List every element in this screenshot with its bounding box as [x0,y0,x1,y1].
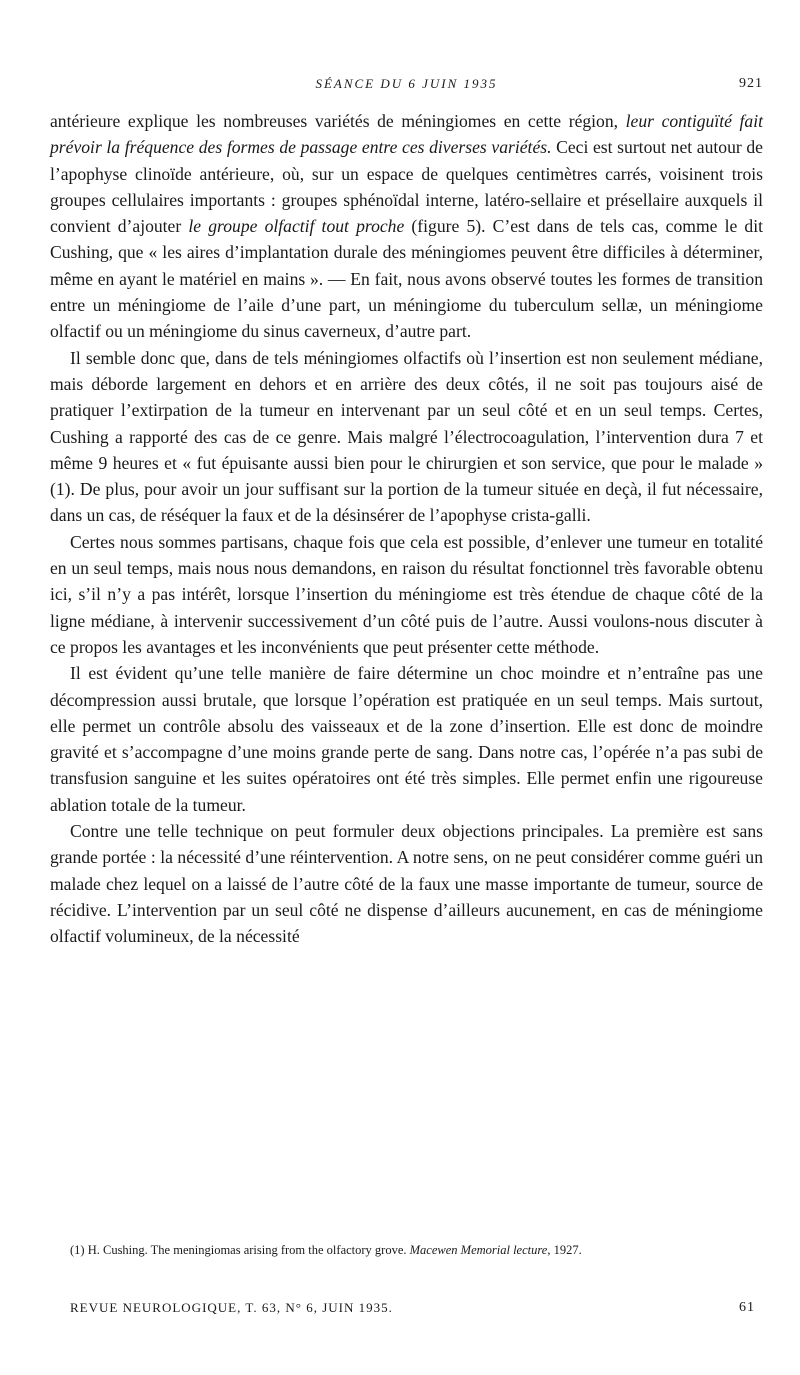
italic-text: le groupe olfactif tout proche [188,216,405,237]
running-header [50,76,763,96]
text-run: Certes nous sommes partisans, chaque fois que cela est possible, d’enlever une tumeur en totalité en un seul temps, mais nous nous demandons, en raison du résultat fonctionnel très favorable obtenu ici, s’il n’y a pas intérêt, lorsque l’insertion du méningiome est très étendue de chaque côté de la ligne médiane, à intervenir successivement d’un côté puis de l’autre. Aussi voulons-nous discuter à ce propos les avantages et les inconvénients que peut présenter cette méthode. [50,531,763,657]
text-run: Contre une telle technique on peut formuler deux objections principales. La première est sans grande portée : la nécessité d’une réintervention. A notre sens, on ne peut considérer comme guéri un malade chez lequel on a laissé de l’autre côté de la faux une masse importante de tumeur, source de récidive. L’intervention par un seul côté ne dispense d’ailleurs aucunement, en cas de méningiome olfactif volumineux, de la nécessité [50,821,763,947]
page-footer [50,1300,763,1320]
paragraph [50,529,763,660]
text-run: (1) H. Cushing. The meningiomas arising from the olfactory grove. [70,1243,410,1257]
italic-text: Macewen Memorial lecture [409,1243,548,1257]
journal-reference: REVUE NEUROLOGIQUE, T. 63, N° 6, JUIN 1935. [70,1300,393,1315]
text-run: (figure 5). C’est dans de tels cas, comme le dit Cushing, que « les aires d’implantation durale des méningiomes peuvent être difficiles à déterminer, même en ayant le matériel en mains ». — En fait, nous avons observé toutes les formes de transition entre un méningiome de l’aile d’une part, un méningiome du tuberculum sellæ, un méningiome olfactif ou un méningiome du sinus caverneux, d’autre part. [50,216,764,342]
footnote [50,1241,763,1259]
paragraph [50,345,763,529]
signature-mark: 61 [739,1300,755,1315]
text-run: Ceci est surtout net autour de l’apophyse clinoïde antérieure, où, sur un espace de quelques centimètres carrés, voisinent trois groupes cellulaires importants : groupes sphénoïdal interne, latéro-sellaire et présellaire auxquels il convient d’ajouter [50,137,763,237]
page-number: 921 [739,76,763,91]
text-run: Il est évident qu’une telle manière de faire détermine un choc moindre et n’entraîne pas une décompression aussi brutale, que lorsque l’opération est pratiquée en un seul temps. Mais surtout, elle permet un contrôle absolu des vaisseaux et de la zone d’insertion. Elle est donc de moindre gravité et s’accompagne d’une moins grande perte de sang. Dans notre cas, l’opérée n’a pas subi de transfusion sanguine et les suites opératoires ont été très simples. Elle permet enfin une rigoureuse ablation totale de la tumeur. [50,663,763,815]
paragraph [50,108,763,345]
paragraph [50,660,763,818]
text-run: , 1927. [547,1243,582,1257]
paragraph [50,818,763,949]
body-text [50,108,763,950]
italic-text: leur contiguïté fait prévoir la fréquence des formes de passage entre ces diverses variétés. [50,111,763,158]
text-run: Il semble donc que, dans de tels méningiomes olfactifs où l’insertion est non seulement médiane, mais déborde largement en dehors et en arrière des deux côtés, il ne soit pas toujours aisé de pratiquer l’extirpation de la tumeur en intervenant par un seul côté et en un seul temps. Certes, Cushing a rapporté des cas de ce genre. Mais malgré l’électrocoagulation, l’intervention dura 7 et même 9 heures et « fut épuisante aussi bien pour le chirurgien et son service, que pour le malade » (1). De plus, pour avoir un jour suffisant sur la portion de la tumeur située en deçà, il fut nécessaire, dans un cas, de réséquer la faux et de la désinsérer de l’apophyse crista-galli. [50,347,763,526]
text-run: antérieure explique les nombreuses variétés de méningiomes en cette région, [50,111,626,131]
running-title: SÉANCE DU 6 JUIN 1935 [315,76,498,91]
